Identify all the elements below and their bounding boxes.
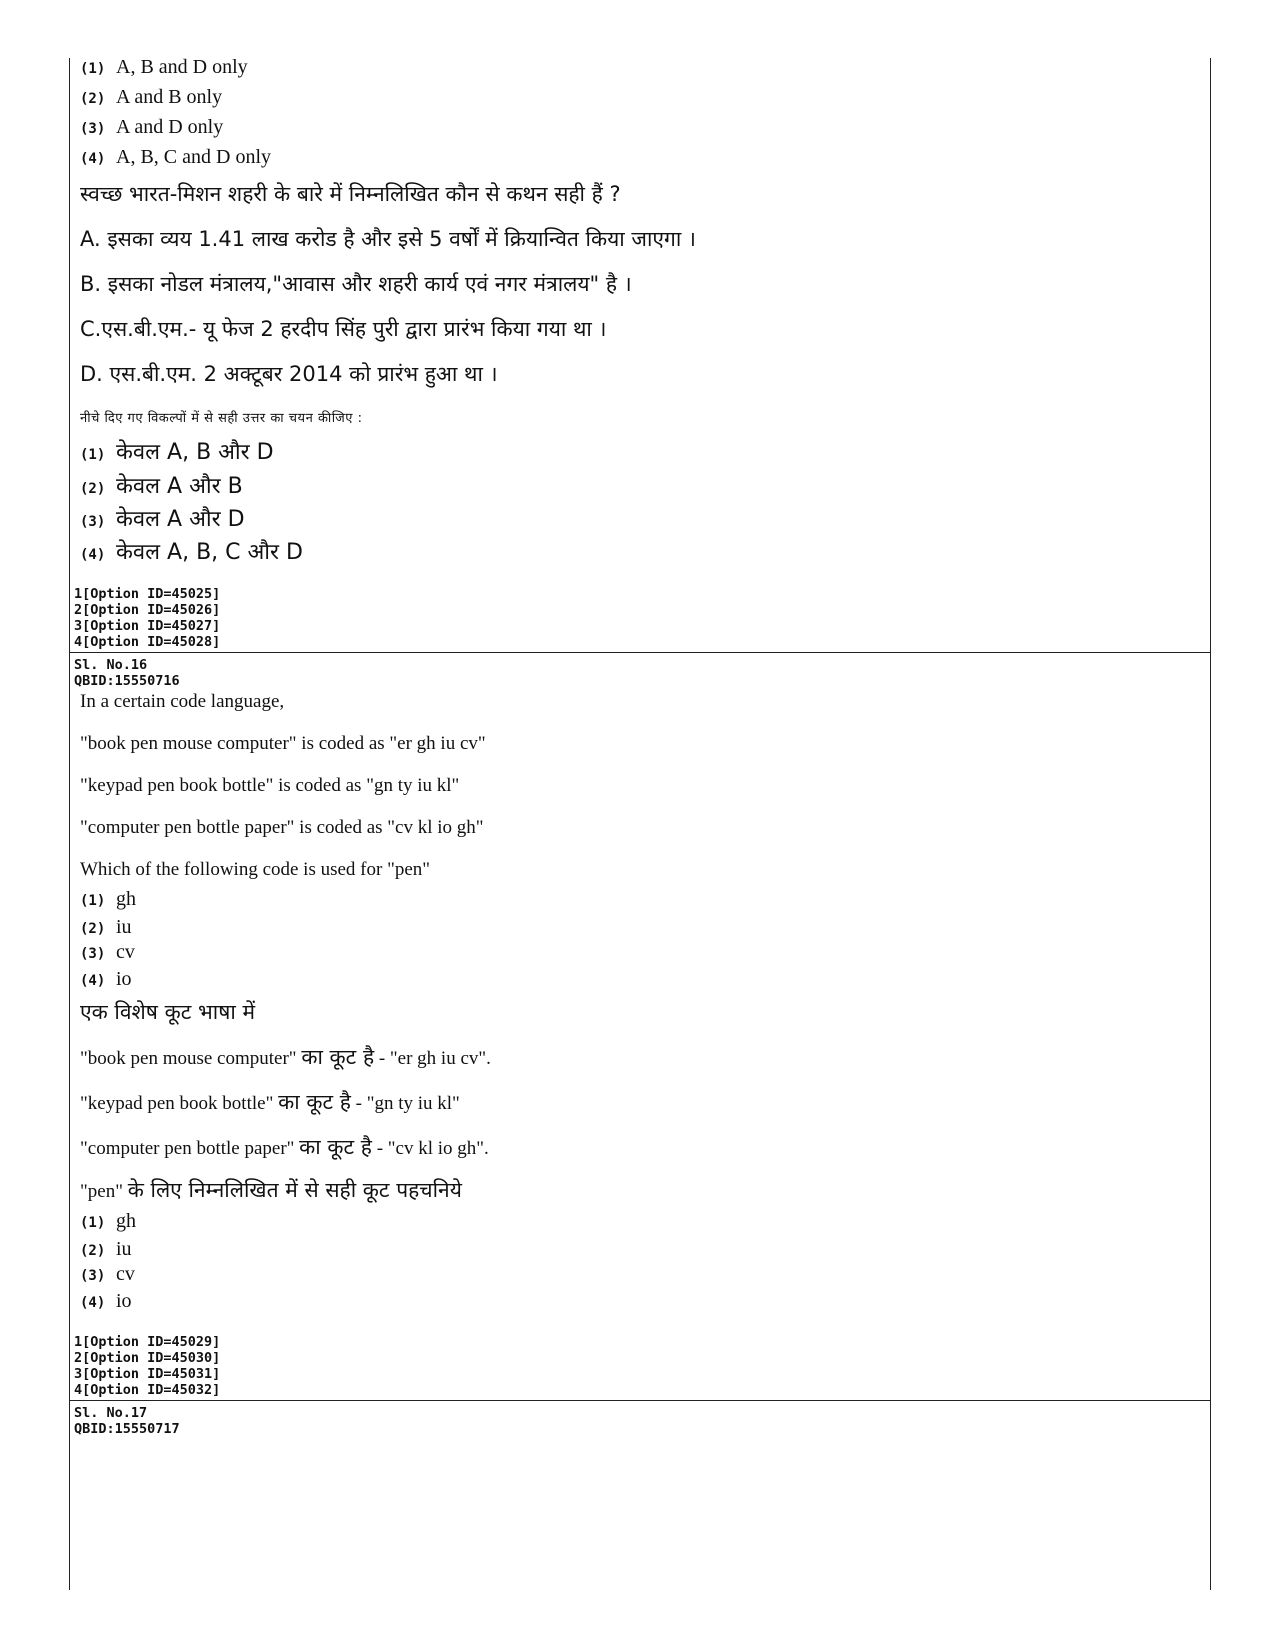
q16-en-line-2: "keypad pen book bottle" is coded as "gn ty iu kl"	[80, 775, 460, 796]
hindi-text: का कूट है	[301, 1045, 375, 1069]
q16-hi-line-3	[80, 1133, 489, 1161]
option-number: (1)	[80, 61, 106, 77]
option-number: (1)	[80, 1215, 106, 1231]
option-text: iu	[116, 916, 132, 938]
code-phrase: "computer pen bottle paper"	[80, 1138, 300, 1159]
q15-hi-statement-b: B. इसका नोडल मंत्रालय,"आवास और शहरी कार्य एवं नगर मंत्रालय" है ।	[80, 272, 632, 296]
q16-hi-option-2[interactable]	[80, 1238, 132, 1261]
option-text: केवल A और B	[116, 474, 243, 499]
q15-en-option-1[interactable]	[80, 56, 248, 79]
option-text: io	[116, 1290, 132, 1312]
option-text: A and D only	[116, 116, 224, 138]
q16-hi-option-3[interactable]	[80, 1263, 135, 1286]
q15-hi-option-4[interactable]	[80, 536, 303, 566]
q16-en-question: Which of the following code is used for "pen"	[80, 859, 431, 880]
option-number: (2)	[80, 1243, 106, 1259]
option-text: iu	[116, 1238, 132, 1260]
code-phrase: "keypad pen book bottle"	[80, 1093, 279, 1114]
option-number: (4)	[80, 1295, 106, 1311]
option-text: cv	[116, 941, 135, 963]
code-phrase: "pen"	[80, 1181, 128, 1202]
hindi-text: का कूट है	[299, 1135, 372, 1159]
q16-sl-no: Sl. No.16	[74, 657, 148, 673]
q16-hi-line-2	[80, 1088, 460, 1116]
q16-option-id-2: 2[Option ID=45030]	[74, 1350, 221, 1366]
option-number: (4)	[80, 151, 106, 167]
question-divider	[69, 652, 1210, 653]
code-value: - "er gh iu cv".	[374, 1048, 491, 1069]
option-number: (2)	[80, 921, 106, 937]
q16-en-option-3[interactable]	[80, 941, 135, 964]
code-phrase: "book pen mouse computer"	[80, 1048, 302, 1069]
q16-en-intro: In a certain code language,	[80, 691, 285, 712]
q15-hi-option-2[interactable]	[80, 470, 243, 500]
q16-option-id-1: 1[Option ID=45029]	[74, 1334, 221, 1350]
option-number: (2)	[80, 91, 106, 107]
q16-hi-question	[80, 1176, 462, 1204]
question-divider	[69, 1400, 1210, 1401]
q15-hi-option-1[interactable]	[80, 436, 274, 466]
option-text: gh	[116, 888, 136, 910]
option-number: (4)	[80, 973, 106, 989]
option-text: A, B, C and D only	[116, 146, 271, 168]
q17-qbid: QBID:15550717	[74, 1421, 180, 1437]
q16-qbid: QBID:15550716	[74, 673, 180, 689]
q16-option-id-3: 3[Option ID=45031]	[74, 1366, 221, 1382]
q15-option-id-4: 4[Option ID=45028]	[74, 634, 221, 650]
option-number: (1)	[80, 447, 106, 463]
option-text: A and B only	[116, 86, 223, 108]
option-text: A, B and D only	[116, 56, 248, 78]
option-text: gh	[116, 1210, 136, 1232]
q16-en-line-1: "book pen mouse computer" is coded as "er gh iu cv"	[80, 733, 486, 754]
option-text: केवल A, B, C और D	[116, 540, 303, 565]
code-value: - "gn ty iu kl"	[350, 1093, 460, 1114]
option-text: io	[116, 968, 132, 990]
q15-hi-instruction: नीचे दिए गए विकल्पों में से सही उत्तर का चयन कीजिए :	[80, 411, 363, 426]
q15-hi-statement-a: A. इसका व्यय 1.41 लाख करोड है और इसे 5 वर्षों में क्रियान्वित किया जाएगा ।	[80, 227, 696, 251]
q15-option-id-1: 1[Option ID=45025]	[74, 586, 221, 602]
q16-en-option-2[interactable]	[80, 916, 132, 939]
option-number: (3)	[80, 946, 106, 962]
q16-en-line-3: "computer pen bottle paper" is coded as "cv kl io gh"	[80, 817, 484, 838]
q16-en-option-1[interactable]	[80, 888, 136, 911]
q15-en-option-2[interactable]	[80, 86, 222, 109]
option-text: केवल A और D	[116, 507, 245, 532]
option-number: (2)	[80, 481, 106, 497]
option-number: (4)	[80, 547, 106, 563]
hindi-text: के लिए निम्नलिखित में से सही कूट पहचनिये	[127, 1178, 462, 1202]
q17-sl-no: Sl. No.17	[74, 1405, 148, 1421]
q15-hi-statement-d: D. एस.बी.एम. 2 अक्टूबर 2014 को प्रारंभ हुआ था ।	[80, 362, 498, 386]
q16-hi-line-1	[80, 1043, 491, 1071]
q15-option-id-2: 2[Option ID=45026]	[74, 602, 221, 618]
option-number: (3)	[80, 1268, 106, 1284]
option-text: केवल A, B और D	[116, 440, 274, 465]
option-text: cv	[116, 1263, 135, 1285]
q15-en-option-3[interactable]	[80, 116, 223, 139]
q16-en-option-4[interactable]	[80, 968, 132, 991]
code-value: - "cv kl io gh".	[371, 1138, 489, 1159]
hindi-text: का कूट है	[278, 1090, 351, 1114]
q15-hi-statement-c: C.एस.बी.एम.- यू फेज 2 हरदीप सिंह पुरी द्वारा प्रारंभ किया गया था ।	[80, 317, 607, 341]
q15-hi-question: स्वच्छ भारत-मिशन शहरी के बारे में निम्नलिखित कौन से कथन सही हैं ?	[80, 182, 621, 206]
q15-hi-option-3[interactable]	[80, 503, 245, 533]
q16-hi-option-4[interactable]	[80, 1290, 132, 1313]
q15-en-option-4[interactable]	[80, 146, 271, 169]
q16-hi-intro: एक विशेष कूट भाषा में	[80, 1000, 256, 1024]
option-number: (1)	[80, 893, 106, 909]
q16-hi-option-1[interactable]	[80, 1210, 136, 1233]
q16-option-id-4: 4[Option ID=45032]	[74, 1382, 221, 1398]
option-number: (3)	[80, 514, 106, 530]
option-number: (3)	[80, 121, 106, 137]
q15-option-id-3: 3[Option ID=45027]	[74, 618, 221, 634]
